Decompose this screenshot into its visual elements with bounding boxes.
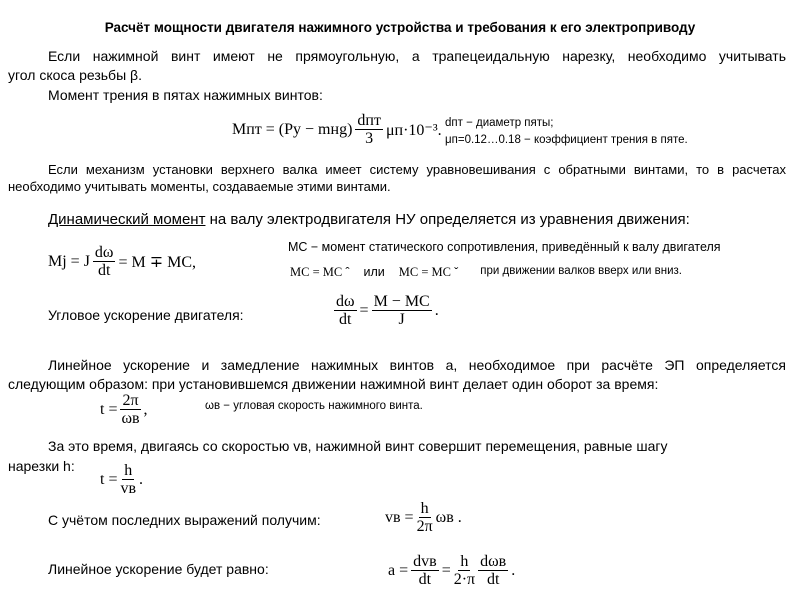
- formula-period: [100, 392, 148, 427]
- formula-down: MC = MC ˇ: [398, 265, 459, 279]
- formula-dynamic-moment: [48, 244, 196, 279]
- section-heading: [48, 210, 690, 229]
- legend-line: dпт − диаметр пяты;: [445, 117, 554, 129]
- numerator: h: [420, 500, 429, 517]
- numerator: h: [460, 553, 469, 570]
- paragraph: С учётом последних выражений получим:: [48, 512, 321, 528]
- denominator: J: [398, 311, 405, 328]
- legend-line: ωв − угловая скорость нажимного винта.: [205, 400, 423, 412]
- formula-angular-acceleration: $\frac{d\omega}{dt}$ = $\frac{M - MC}{J}$ .: [336, 293, 439, 328]
- paragraph: Линейное ускорение будет равно:: [48, 561, 269, 577]
- numerator: dω: [336, 293, 355, 310]
- formula-part: ωв .: [435, 508, 462, 526]
- formula-part: μп·10⁻³.: [385, 121, 442, 139]
- formula-part: = M ∓ MC,: [118, 253, 197, 271]
- formula-part: ,: [143, 400, 148, 418]
- page-title: Расчёт мощности двигателя нажимного устройства и требования к его электроприводу: [104, 20, 696, 35]
- numerator: dωв: [480, 553, 507, 570]
- formula-velocity: [385, 500, 462, 535]
- formula-part: vв =: [385, 508, 414, 526]
- numerator: dvв: [413, 553, 437, 570]
- formula-part: .: [139, 470, 144, 488]
- formula-part: Mпт = (Pу − mнg): [232, 120, 353, 138]
- or-text: или: [363, 265, 385, 279]
- numerator: 2π: [122, 392, 139, 409]
- legend-line: MC − момент статического сопротивления, приведённый к валу двигателя: [288, 240, 721, 254]
- formula-part: t =: [100, 470, 118, 488]
- denominator: dt: [418, 571, 432, 588]
- denominator: 2π: [416, 518, 433, 535]
- paragraph-line: необходимо учитывать моменты, создаваемые этими винтами.: [8, 179, 391, 194]
- paragraph: Момент трения в пятах нажимных винтов:: [48, 87, 323, 103]
- numerator: dω: [94, 244, 114, 261]
- denominator: dt: [97, 262, 111, 279]
- formula-part: t =: [100, 400, 118, 418]
- legend-text: при движении валков вверх или вниз.: [480, 265, 682, 277]
- denominator: 2·π: [453, 571, 476, 588]
- formula-linear-acceleration: a = dvв dt = $\frac{h}{2\cdot\pi}$ dωв dt .: [388, 553, 516, 588]
- paragraph-line: Если механизм установки верхнего валка имеет систему уравновешивания с обратными винтами, то в расчетах: [48, 162, 786, 177]
- denominator: ωв: [121, 410, 140, 427]
- formula-up: MC = MC ˆ: [290, 265, 350, 279]
- legend-line: [290, 265, 682, 280]
- paragraph-line: нарезки h:: [8, 458, 75, 474]
- denominator: vв: [120, 480, 137, 497]
- numerator: M − MC: [373, 293, 430, 310]
- paragraph-line: Если нажимной винт имеют не прямоугольную, а трапецеидальную нарезку, необходимо учитывать: [48, 48, 786, 64]
- formula-part: Mj = J: [48, 252, 90, 270]
- denominator: dt: [339, 311, 352, 328]
- heading-rest: на валу электродвигателя НУ определяется из уравнения движения:: [205, 211, 690, 228]
- denominator: dt: [486, 571, 500, 588]
- legend-line: μп=0.12…0.18 − коэффициент трения в пяте.: [445, 134, 688, 146]
- numerator: h: [124, 462, 133, 479]
- underlined-term: Динамический момент: [48, 211, 206, 228]
- denominator: 3: [365, 130, 374, 147]
- formula-part: a =: [388, 561, 409, 579]
- paragraph-line: За это время, двигаясь со скоростью vв, нажимной винт совершит перемещения, равные шагу: [48, 438, 668, 454]
- paragraph-line: следующим образом: при установившемся движении нажимной винт делает один оборот за время:: [8, 376, 659, 392]
- formula-friction-moment: [232, 112, 442, 147]
- paragraph-line: Линейное ускорение и замедление нажимных винтов a, необходимое при расчёте ЭП определяется: [48, 357, 786, 373]
- paragraph: Угловое ускорение двигателя:: [48, 307, 244, 323]
- formula-time: [100, 462, 143, 497]
- paragraph-line: угол скоса резьбы β.: [8, 67, 142, 83]
- numerator: dпт: [357, 112, 381, 129]
